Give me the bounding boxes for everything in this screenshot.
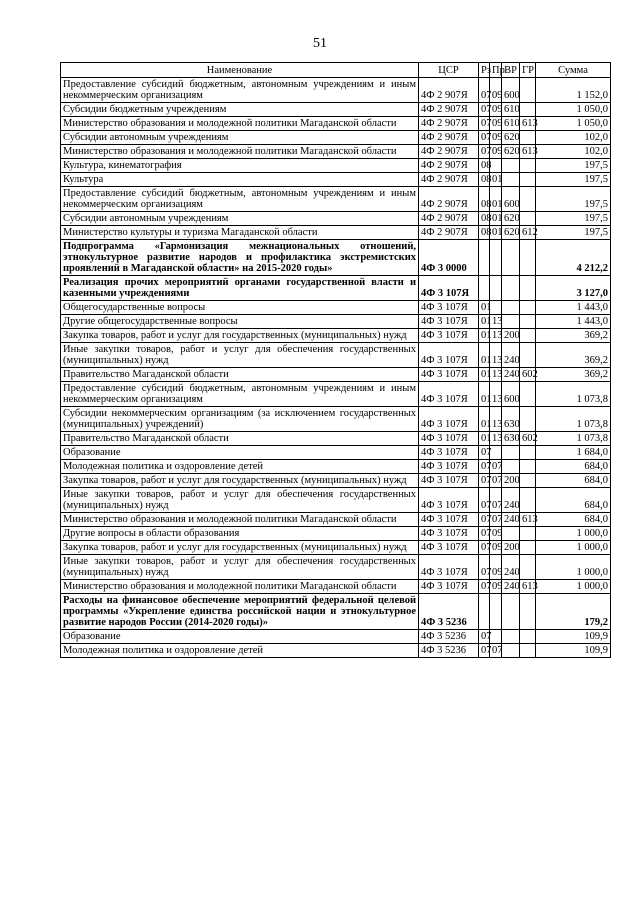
row-name-cell: Министерство образования и молодежной политики Магаданской области	[61, 513, 419, 527]
table-body	[61, 78, 611, 658]
row-gr-cell: 612	[520, 226, 536, 240]
row-gr-cell	[520, 78, 536, 103]
row-csr-cell: 4Ф 2 907Я	[419, 131, 479, 145]
row-rz-cell: 01	[479, 368, 490, 382]
row-name-cell: Подпрограмма «Гармонизация межнациональных отношений, этнокультурное развитие народов и профилактика экстремистских проявлений в Магаданской области» на 2015-2020 годы»	[61, 240, 419, 276]
row-sum-cell: 1 000,0	[536, 580, 611, 594]
row-pr-cell: 01	[490, 226, 502, 240]
row-gr-cell	[520, 276, 536, 301]
row-sum-cell: 1 152,0	[536, 78, 611, 103]
row-csr-cell: 4Ф 2 907Я	[419, 103, 479, 117]
table-row	[61, 159, 611, 173]
row-sum-cell: 102,0	[536, 131, 611, 145]
row-vr-cell: 240	[502, 343, 520, 368]
row-gr-cell	[520, 644, 536, 658]
row-sum-cell: 197,5	[536, 159, 611, 173]
header-vr: ВР	[502, 63, 520, 78]
row-sum-cell: 4 212,2	[536, 240, 611, 276]
row-csr-cell: 4Ф 3 107Я	[419, 527, 479, 541]
row-name-cell: Иные закупки товаров, работ и услуг для обеспечения государственных (муниципальных) нужд	[61, 343, 419, 368]
row-gr-cell: 613	[520, 580, 536, 594]
row-gr-cell	[520, 212, 536, 226]
row-gr-cell: 602	[520, 432, 536, 446]
table-row	[61, 343, 611, 368]
row-vr-cell	[502, 630, 520, 644]
row-sum-cell: 102,0	[536, 145, 611, 159]
row-csr-cell: 4Ф 3 5236	[419, 594, 479, 630]
row-sum-cell: 1 000,0	[536, 527, 611, 541]
table-row	[61, 187, 611, 212]
row-rz-cell: 07	[479, 460, 490, 474]
row-csr-cell: 4Ф 3 107Я	[419, 446, 479, 460]
row-rz-cell: 07	[479, 555, 490, 580]
row-rz-cell: 07	[479, 145, 490, 159]
row-pr-cell: 13	[490, 407, 502, 432]
row-name-cell: Общегосударственные вопросы	[61, 301, 419, 315]
row-csr-cell: 4Ф 3 107Я	[419, 329, 479, 343]
row-pr-cell: 01	[490, 187, 502, 212]
row-rz-cell: 07	[479, 78, 490, 103]
row-sum-cell: 684,0	[536, 513, 611, 527]
row-name-cell: Предоставление субсидий бюджетным, автономным учреждениям и иным некоммерческим организациям	[61, 187, 419, 212]
row-gr-cell	[520, 527, 536, 541]
row-csr-cell: 4Ф 2 907Я	[419, 78, 479, 103]
row-vr-cell: 600	[502, 382, 520, 407]
table-row	[61, 630, 611, 644]
row-gr-cell	[520, 446, 536, 460]
row-rz-cell	[479, 594, 490, 630]
row-name-cell: Иные закупки товаров, работ и услуг для обеспечения государственных (муниципальных) нужд	[61, 555, 419, 580]
budget-table	[60, 62, 611, 658]
table-row	[61, 382, 611, 407]
row-csr-cell: 4Ф 3 107Я	[419, 407, 479, 432]
row-vr-cell	[502, 446, 520, 460]
row-gr-cell: 602	[520, 368, 536, 382]
row-sum-cell: 3 127,0	[536, 276, 611, 301]
row-vr-cell: 600	[502, 187, 520, 212]
row-pr-cell: 09	[490, 78, 502, 103]
table-row	[61, 117, 611, 131]
row-vr-cell: 240	[502, 580, 520, 594]
row-rz-cell: 07	[479, 131, 490, 145]
table-row	[61, 474, 611, 488]
row-csr-cell: 4Ф 3 107Я	[419, 368, 479, 382]
row-gr-cell: 613	[520, 117, 536, 131]
row-vr-cell: 200	[502, 329, 520, 343]
table-row	[61, 460, 611, 474]
row-rz-cell: 07	[479, 446, 490, 460]
row-name-cell: Образование	[61, 630, 419, 644]
table-row	[61, 276, 611, 301]
row-rz-cell: 07	[479, 580, 490, 594]
row-rz-cell: 07	[479, 644, 490, 658]
row-vr-cell	[502, 527, 520, 541]
row-rz-cell: 07	[479, 103, 490, 117]
row-rz-cell: 01	[479, 382, 490, 407]
row-gr-cell: 613	[520, 145, 536, 159]
row-vr-cell	[502, 644, 520, 658]
row-vr-cell	[502, 460, 520, 474]
row-vr-cell	[502, 276, 520, 301]
row-csr-cell: 4Ф 2 907Я	[419, 173, 479, 187]
row-rz-cell: 07	[479, 513, 490, 527]
row-csr-cell: 4Ф 3 107Я	[419, 474, 479, 488]
row-gr-cell	[520, 488, 536, 513]
row-csr-cell: 4Ф 3 5236	[419, 630, 479, 644]
row-csr-cell: 4Ф 3 107Я	[419, 315, 479, 329]
row-rz-cell: 07	[479, 117, 490, 131]
row-name-cell: Субсидии бюджетным учреждениям	[61, 103, 419, 117]
row-gr-cell	[520, 329, 536, 343]
header-rz: Рз	[479, 63, 490, 78]
row-gr-cell	[520, 630, 536, 644]
row-pr-cell: 09	[490, 103, 502, 117]
row-rz-cell: 08	[479, 212, 490, 226]
row-sum-cell: 1 000,0	[536, 541, 611, 555]
row-sum-cell: 1 443,0	[536, 301, 611, 315]
row-name-cell: Другие общегосударственные вопросы	[61, 315, 419, 329]
row-csr-cell: 4Ф 3 107Я	[419, 541, 479, 555]
row-name-cell: Молодежная политика и оздоровление детей	[61, 644, 419, 658]
row-name-cell: Культура	[61, 173, 419, 187]
table-row	[61, 173, 611, 187]
row-gr-cell	[520, 541, 536, 555]
row-csr-cell: 4Ф 2 907Я	[419, 212, 479, 226]
row-rz-cell: 08	[479, 187, 490, 212]
row-name-cell: Министерство образования и молодежной политики Магаданской области	[61, 580, 419, 594]
row-name-cell: Закупка товаров, работ и услуг для государственных (муниципальных) нужд	[61, 541, 419, 555]
table-row	[61, 407, 611, 432]
row-sum-cell: 1 073,8	[536, 382, 611, 407]
row-rz-cell: 07	[479, 527, 490, 541]
row-vr-cell: 620	[502, 131, 520, 145]
row-vr-cell: 200	[502, 541, 520, 555]
row-csr-cell: 4Ф 3 107Я	[419, 276, 479, 301]
row-gr-cell	[520, 382, 536, 407]
row-gr-cell	[520, 474, 536, 488]
row-name-cell: Субсидии автономным учреждениям	[61, 131, 419, 145]
row-pr-cell: 01	[490, 173, 502, 187]
row-pr-cell: 13	[490, 315, 502, 329]
row-rz-cell: 07	[479, 630, 490, 644]
table-row	[61, 541, 611, 555]
row-gr-cell	[520, 173, 536, 187]
row-gr-cell	[520, 301, 536, 315]
row-vr-cell: 610	[502, 103, 520, 117]
row-csr-cell: 4Ф 3 107Я	[419, 301, 479, 315]
row-rz-cell: 07	[479, 488, 490, 513]
row-vr-cell: 620	[502, 145, 520, 159]
row-rz-cell: 01	[479, 407, 490, 432]
row-csr-cell: 4Ф 2 907Я	[419, 145, 479, 159]
header-pr: Пр	[490, 63, 502, 78]
row-csr-cell: 4Ф 2 907Я	[419, 117, 479, 131]
row-csr-cell: 4Ф 3 107Я	[419, 343, 479, 368]
header-name: Наименование	[61, 63, 419, 78]
row-gr-cell	[520, 159, 536, 173]
row-gr-cell	[520, 131, 536, 145]
row-pr-cell: 09	[490, 555, 502, 580]
row-pr-cell: 07	[490, 513, 502, 527]
row-pr-cell	[490, 594, 502, 630]
row-rz-cell: 01	[479, 343, 490, 368]
row-sum-cell: 197,5	[536, 226, 611, 240]
row-gr-cell	[520, 187, 536, 212]
row-pr-cell: 13	[490, 432, 502, 446]
row-csr-cell: 4Ф 3 107Я	[419, 382, 479, 407]
row-rz-cell: 08	[479, 173, 490, 187]
row-vr-cell	[502, 159, 520, 173]
table-row	[61, 446, 611, 460]
table-row	[61, 212, 611, 226]
row-name-cell: Расходы на финансовое обеспечение мероприятий федеральной целевой программы «Укрепление единства российской нации и этнокультурное развитие народов России (2014-2020 годы)»	[61, 594, 419, 630]
row-vr-cell: 620	[502, 212, 520, 226]
row-sum-cell: 197,5	[536, 173, 611, 187]
table-row	[61, 527, 611, 541]
row-pr-cell: 07	[490, 644, 502, 658]
row-rz-cell: 01	[479, 301, 490, 315]
row-sum-cell: 109,9	[536, 644, 611, 658]
row-vr-cell	[502, 173, 520, 187]
row-name-cell: Министерство культуры и туризма Магаданской области	[61, 226, 419, 240]
row-name-cell: Предоставление субсидий бюджетным, автономным учреждениям и иным некоммерческим организациям	[61, 78, 419, 103]
row-pr-cell: 09	[490, 541, 502, 555]
table-row	[61, 301, 611, 315]
row-vr-cell: 630	[502, 407, 520, 432]
table-row	[61, 78, 611, 103]
row-rz-cell: 01	[479, 329, 490, 343]
row-sum-cell: 1 684,0	[536, 446, 611, 460]
table-row	[61, 594, 611, 630]
table-row	[61, 103, 611, 117]
row-sum-cell: 369,2	[536, 368, 611, 382]
row-name-cell: Министерство образования и молодежной политики Магаданской области	[61, 117, 419, 131]
row-csr-cell: 4Ф 3 107Я	[419, 432, 479, 446]
table-row	[61, 240, 611, 276]
row-vr-cell: 200	[502, 474, 520, 488]
row-name-cell: Правительство Магаданской области	[61, 432, 419, 446]
row-pr-cell	[490, 240, 502, 276]
row-pr-cell: 09	[490, 580, 502, 594]
row-vr-cell	[502, 315, 520, 329]
row-vr-cell: 240	[502, 368, 520, 382]
table-row	[61, 131, 611, 145]
row-name-cell: Субсидии автономным учреждениям	[61, 212, 419, 226]
row-name-cell: Предоставление субсидий бюджетным, автономным учреждениям и иным некоммерческим организациям	[61, 382, 419, 407]
row-pr-cell: 09	[490, 131, 502, 145]
row-gr-cell	[520, 103, 536, 117]
row-name-cell: Закупка товаров, работ и услуг для государственных (муниципальных) нужд	[61, 474, 419, 488]
row-pr-cell: 09	[490, 527, 502, 541]
row-sum-cell: 369,2	[536, 343, 611, 368]
row-vr-cell: 630	[502, 432, 520, 446]
header-gr: ГР	[520, 63, 536, 78]
row-rz-cell: 07	[479, 474, 490, 488]
row-vr-cell: 240	[502, 555, 520, 580]
row-vr-cell: 600	[502, 78, 520, 103]
row-sum-cell: 684,0	[536, 474, 611, 488]
row-gr-cell	[520, 343, 536, 368]
row-gr-cell	[520, 240, 536, 276]
row-vr-cell: 240	[502, 513, 520, 527]
row-name-cell: Закупка товаров, работ и услуг для государственных (муниципальных) нужд	[61, 329, 419, 343]
row-pr-cell: 01	[490, 212, 502, 226]
row-csr-cell: 4Ф 3 107Я	[419, 460, 479, 474]
table-row	[61, 555, 611, 580]
row-name-cell: Субсидии некоммерческим организациям (за исключением государственных (муниципальных) учреждений)	[61, 407, 419, 432]
row-sum-cell: 1 073,8	[536, 407, 611, 432]
row-name-cell: Реализация прочих мероприятий органами государственной власти и казенными учреждениями	[61, 276, 419, 301]
row-csr-cell: 4Ф 3 107Я	[419, 580, 479, 594]
row-rz-cell	[479, 240, 490, 276]
table-row	[61, 315, 611, 329]
row-csr-cell: 4Ф 3 0000	[419, 240, 479, 276]
row-rz-cell: 08	[479, 159, 490, 173]
row-csr-cell: 4Ф 2 907Я	[419, 159, 479, 173]
row-sum-cell: 197,5	[536, 212, 611, 226]
row-name-cell: Другие вопросы в области образования	[61, 527, 419, 541]
row-sum-cell: 109,9	[536, 630, 611, 644]
row-csr-cell: 4Ф 3 107Я	[419, 488, 479, 513]
row-pr-cell: 09	[490, 117, 502, 131]
row-rz-cell: 01	[479, 432, 490, 446]
row-sum-cell: 1 050,0	[536, 117, 611, 131]
row-vr-cell: 240	[502, 488, 520, 513]
table-row	[61, 226, 611, 240]
row-sum-cell: 197,5	[536, 187, 611, 212]
row-vr-cell	[502, 240, 520, 276]
row-sum-cell: 1 073,8	[536, 432, 611, 446]
table-row	[61, 145, 611, 159]
row-pr-cell: 07	[490, 474, 502, 488]
table-row	[61, 432, 611, 446]
row-pr-cell: 13	[490, 329, 502, 343]
row-name-cell: Образование	[61, 446, 419, 460]
page-number: 51	[313, 36, 327, 51]
row-rz-cell: 08	[479, 226, 490, 240]
row-gr-cell	[520, 594, 536, 630]
row-vr-cell: 620	[502, 226, 520, 240]
row-vr-cell: 610	[502, 117, 520, 131]
header-sum: Сумма	[536, 63, 611, 78]
row-pr-cell: 07	[490, 488, 502, 513]
row-csr-cell: 4Ф 3 107Я	[419, 555, 479, 580]
table-row	[61, 580, 611, 594]
row-pr-cell: 13	[490, 368, 502, 382]
row-gr-cell: 613	[520, 513, 536, 527]
table-row	[61, 513, 611, 527]
row-vr-cell	[502, 301, 520, 315]
row-rz-cell: 01	[479, 315, 490, 329]
row-pr-cell: 07	[490, 460, 502, 474]
header-csr: ЦСР	[419, 63, 479, 78]
row-rz-cell	[479, 276, 490, 301]
table-header-row	[61, 63, 611, 78]
row-rz-cell: 07	[479, 541, 490, 555]
row-name-cell: Иные закупки товаров, работ и услуг для обеспечения государственных (муниципальных) нужд	[61, 488, 419, 513]
row-csr-cell: 4Ф 3 107Я	[419, 513, 479, 527]
table-row	[61, 488, 611, 513]
row-csr-cell: 4Ф 3 5236	[419, 644, 479, 658]
row-name-cell: Культура, кинематография	[61, 159, 419, 173]
table-row	[61, 329, 611, 343]
row-gr-cell	[520, 407, 536, 432]
row-gr-cell	[520, 315, 536, 329]
row-gr-cell	[520, 555, 536, 580]
table-row	[61, 368, 611, 382]
row-pr-cell: 13	[490, 343, 502, 368]
row-name-cell: Молодежная политика и оздоровление детей	[61, 460, 419, 474]
row-sum-cell: 684,0	[536, 488, 611, 513]
row-name-cell: Министерство образования и молодежной политики Магаданской области	[61, 145, 419, 159]
row-pr-cell: 09	[490, 145, 502, 159]
row-sum-cell: 369,2	[536, 329, 611, 343]
row-sum-cell: 1 050,0	[536, 103, 611, 117]
row-sum-cell: 684,0	[536, 460, 611, 474]
row-sum-cell: 1 000,0	[536, 555, 611, 580]
row-csr-cell: 4Ф 2 907Я	[419, 226, 479, 240]
row-pr-cell	[490, 276, 502, 301]
table-row	[61, 644, 611, 658]
row-pr-cell: 13	[490, 382, 502, 407]
row-sum-cell: 1 443,0	[536, 315, 611, 329]
row-vr-cell	[502, 594, 520, 630]
row-gr-cell	[520, 460, 536, 474]
row-sum-cell: 179,2	[536, 594, 611, 630]
row-name-cell: Правительство Магаданской области	[61, 368, 419, 382]
row-csr-cell: 4Ф 2 907Я	[419, 187, 479, 212]
